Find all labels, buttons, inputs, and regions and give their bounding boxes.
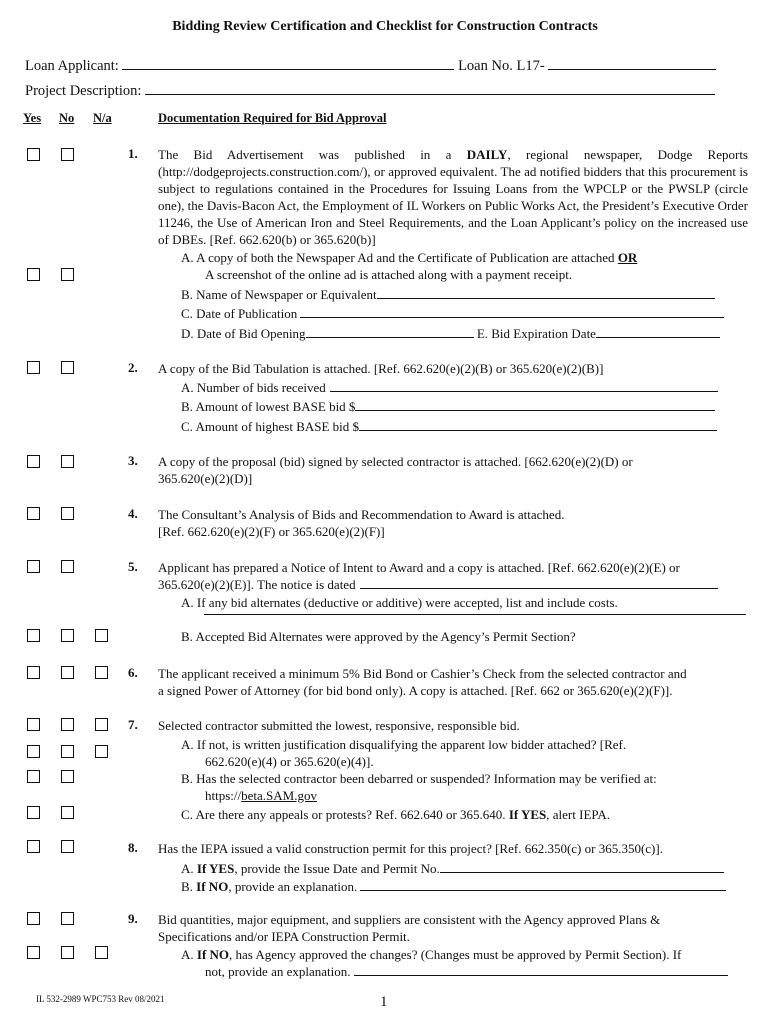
item9-a-text: , has Agency approved the changes? (Changes must be approved by Permit Section). If <box>229 947 682 962</box>
item9-a2-row <box>205 963 728 980</box>
newspaper-name-field[interactable] <box>377 286 715 299</box>
item3-yes-checkbox[interactable] <box>27 455 40 468</box>
item7-b1: B. Has the selected contractor been debarred or suspended? Information may be verified at: <box>181 771 657 786</box>
loan-applicant-label: Loan Applicant: <box>25 58 119 74</box>
item8-b-pre: B. <box>181 879 197 894</box>
item9-a-bold: If NO <box>196 947 230 962</box>
item1-d-label: D. Date of Bid Opening <box>181 326 306 341</box>
item9-a2: not, provide an explanation. <box>205 964 351 979</box>
item7-b2 <box>205 787 317 804</box>
item5-a: A. If any bid alternates (deductive or additive) were accepted, list and include costs. <box>181 595 618 610</box>
item6-no-checkbox[interactable] <box>61 666 74 679</box>
item8-a-pre: A. <box>181 861 197 876</box>
item7-a1: A. If not, is written justification disqualifying the apparent low bidder attached? [Ref. <box>181 737 627 752</box>
item4-line2: [Ref. 662.620(e)(2)(F) or 365.620(e)(2)(F)] <box>158 524 385 539</box>
item8-b-row <box>181 878 726 895</box>
item9a-yes-checkbox[interactable] <box>27 946 40 959</box>
item4-yes-checkbox[interactable] <box>27 507 40 520</box>
item8-a-row <box>181 860 724 877</box>
item9-a-pre: A. <box>181 947 197 962</box>
item1-a-text: A. A copy of both the Newspaper Ad and the Certificate of Publication are attached <box>181 250 618 265</box>
item8-number: 8. <box>128 840 138 855</box>
item7-b2-pre: https:// <box>205 788 242 803</box>
item9-a <box>181 946 681 963</box>
item8-a-bold: If YES <box>196 861 235 876</box>
bid-expiration-date-field[interactable] <box>596 325 720 338</box>
item1a-yes-checkbox[interactable] <box>27 268 40 281</box>
item7b-yes-checkbox[interactable] <box>27 770 40 783</box>
item5-line1: Applicant has prepared a Notice of Intent to Award and a copy is attached. [Ref. 662.620(e)(2)(E) or <box>158 560 680 575</box>
item3-number: 3. <box>128 453 138 468</box>
item2-text: A copy of the Bid Tabulation is attached. [Ref. 662.620(e)(2)(B) or 365.620(e)(2)(B)] <box>158 361 604 376</box>
item1-daily: DAILY <box>466 147 508 162</box>
column-na: N/a <box>93 111 112 125</box>
column-documentation: Documentation Required for Bid Approval <box>158 111 387 125</box>
item8-text: Has the IEPA issued a valid construction permit for this project? [Ref. 662.350(c) or 365.350(c)]. <box>158 841 663 856</box>
item7a-na-checkbox[interactable] <box>95 745 108 758</box>
item1-text <box>158 146 748 248</box>
item7-yes-checkbox[interactable] <box>27 718 40 731</box>
item4-no-checkbox[interactable] <box>61 507 74 520</box>
item4-line1: The Consultant’s Analysis of Bids and Recommendation to Award is attached. <box>158 507 565 522</box>
item5-number: 5. <box>128 559 138 574</box>
publication-date-field[interactable] <box>300 305 724 318</box>
lowest-bid-field[interactable] <box>355 398 715 411</box>
sam-gov-link[interactable]: beta.SAM.gov <box>241 788 317 803</box>
item8-b-text: , provide an explanation. <box>228 879 358 894</box>
project-description-label: Project Description: <box>25 83 142 99</box>
item1-text-a: The Bid Advertisement was published in a <box>158 147 467 162</box>
item7-no-checkbox[interactable] <box>61 718 74 731</box>
page-title: Bidding Review Certification and Checklist for Construction Contracts <box>172 19 598 34</box>
column-yes: Yes <box>23 111 42 125</box>
item2-c-row <box>181 418 717 435</box>
item8-b-bold: If NO <box>196 879 229 894</box>
item1-c-label: C. Date of Publication <box>181 306 298 321</box>
item8-a-text: , provide the Issue Date and Permit No. <box>234 861 440 876</box>
item4-number: 4. <box>128 506 138 521</box>
item3-no-checkbox[interactable] <box>61 455 74 468</box>
item3-line1: A copy of the proposal (bid) signed by selected contractor is attached. [662.620(e)(2)(D) or <box>158 454 633 469</box>
item8-yes-checkbox[interactable] <box>27 840 40 853</box>
item2-b-label: B. Amount of lowest BASE bid $ <box>181 399 356 414</box>
item5b-no-checkbox[interactable] <box>61 629 74 642</box>
item1-a <box>181 249 637 266</box>
item1-de-row <box>181 325 720 342</box>
item9-no-checkbox[interactable] <box>61 912 74 925</box>
item6-number: 6. <box>128 665 138 680</box>
form-code: IL 532-2989 WPC753 Rev 08/2021 <box>36 994 165 1004</box>
item7c-yes-checkbox[interactable] <box>27 806 40 819</box>
item1-no-checkbox[interactable] <box>61 148 74 161</box>
item5-yes-checkbox[interactable] <box>27 560 40 573</box>
item7a-yes-checkbox[interactable] <box>27 745 40 758</box>
changes-explanation-field[interactable] <box>354 963 728 976</box>
item2-a-row <box>181 379 718 396</box>
permit-issue-field[interactable] <box>440 860 724 873</box>
item5-line2: 365.620(e)(2)(E)]. The notice is dated <box>158 577 356 592</box>
item2-c-label: C. Amount of highest BASE bid $ <box>181 419 360 434</box>
item7b-no-checkbox[interactable] <box>61 770 74 783</box>
item1-a-or: OR <box>617 250 638 265</box>
item2-number: 2. <box>128 360 138 375</box>
page-number: 1 <box>380 994 388 1010</box>
item5-no-checkbox[interactable] <box>61 560 74 573</box>
item8-no-checkbox[interactable] <box>61 840 74 853</box>
item6-yes-checkbox[interactable] <box>27 666 40 679</box>
item9-number: 9. <box>128 911 138 926</box>
item7-a2: 662.620(e)(4) or 365.620(e)(4)]. <box>205 754 374 769</box>
item1-b-label: B. Name of Newspaper or Equivalent <box>181 287 377 302</box>
item1-text-b: , regional newspaper, Dodge Reports (http://dodgeprojects.construction.com/), or approved equivalent. The ad notified bidders that this procurement is subject to regulations contained in the Procedures for Issuing Loans from the WPCLP or the PWSLP (circle one), the Davis-Bacon Act, the Employment of IL Workers on Public Works Act, the President’s Executive Order 11246, the Use of American Iron and Steel Requirements, and the Loan Applicant’s policy on the increased use of DBEs. [Ref. 662.620(b) or 365.620(b)] <box>158 147 748 247</box>
bid-opening-date-field[interactable] <box>306 325 474 338</box>
item5b-na-checkbox[interactable] <box>95 629 108 642</box>
project-description-field[interactable] <box>145 82 715 95</box>
item7-number: 7. <box>128 717 138 732</box>
loan-applicant-field[interactable] <box>122 57 454 70</box>
bid-alternates-field[interactable] <box>204 614 746 615</box>
item7a-no-checkbox[interactable] <box>61 745 74 758</box>
notice-date-field[interactable] <box>360 576 718 589</box>
item6-na-checkbox[interactable] <box>95 666 108 679</box>
item5-b: B. Accepted Bid Alternates were approved by the Agency’s Permit Section? <box>181 629 576 644</box>
item7-c-text: C. Are there any appeals or protests? Ref. 662.640 or 365.640. <box>181 807 509 822</box>
item1-number: 1. <box>128 146 138 161</box>
loan-no-label: Loan No. L17- <box>458 58 545 74</box>
item9-line2: Specifications and/or IEPA Construction Permit. <box>158 929 410 944</box>
project-description-row <box>25 82 715 100</box>
highest-bid-field[interactable] <box>359 418 717 431</box>
item9a-no-checkbox[interactable] <box>61 946 74 959</box>
item6-line2: a signed Power of Attorney (for bid bond only). A copy is attached. [Ref. 662 or 365.620(e)(2)(F)]. <box>158 683 673 698</box>
item5-line2-row <box>158 576 718 593</box>
number-of-bids-field[interactable] <box>330 379 718 392</box>
item7-text: Selected contractor submitted the lowest, responsive, responsible bid. <box>158 718 520 733</box>
item7c-no-checkbox[interactable] <box>61 806 74 819</box>
item2-yes-checkbox[interactable] <box>27 361 40 374</box>
loan-no-field[interactable] <box>548 57 716 70</box>
item7-c-bold: If YES <box>508 807 547 822</box>
item6-line1: The applicant received a minimum 5% Bid Bond or Cashier’s Check from the selected contractor and <box>158 666 687 681</box>
item7-c-end: , alert IEPA. <box>546 807 611 822</box>
item1-a-text2: A screenshot of the online ad is attached along with a payment receipt. <box>205 267 573 282</box>
item7-c <box>181 806 610 823</box>
loan-applicant-row <box>25 57 716 75</box>
item1-b-row <box>181 286 715 303</box>
item9-yes-checkbox[interactable] <box>27 912 40 925</box>
item2-b-row <box>181 398 715 415</box>
item3-line2: 365.620(e)(2)(D)] <box>158 471 253 486</box>
item1-c-row <box>181 305 724 322</box>
permit-explanation-field[interactable] <box>360 878 726 891</box>
item1-e-label: E. Bid Expiration Date <box>476 326 596 341</box>
column-no: No <box>59 111 75 125</box>
item1a-no-checkbox[interactable] <box>61 268 74 281</box>
item2-no-checkbox[interactable] <box>61 361 74 374</box>
item9a-na-checkbox[interactable] <box>95 946 108 959</box>
item7-na-checkbox[interactable] <box>95 718 108 731</box>
item2-a-label: A. Number of bids received <box>181 380 326 395</box>
item9-line1: Bid quantities, major equipment, and suppliers are consistent with the Agency approved Plans & <box>158 912 661 927</box>
item1-yes-checkbox[interactable] <box>27 148 40 161</box>
item5b-yes-checkbox[interactable] <box>27 629 40 642</box>
